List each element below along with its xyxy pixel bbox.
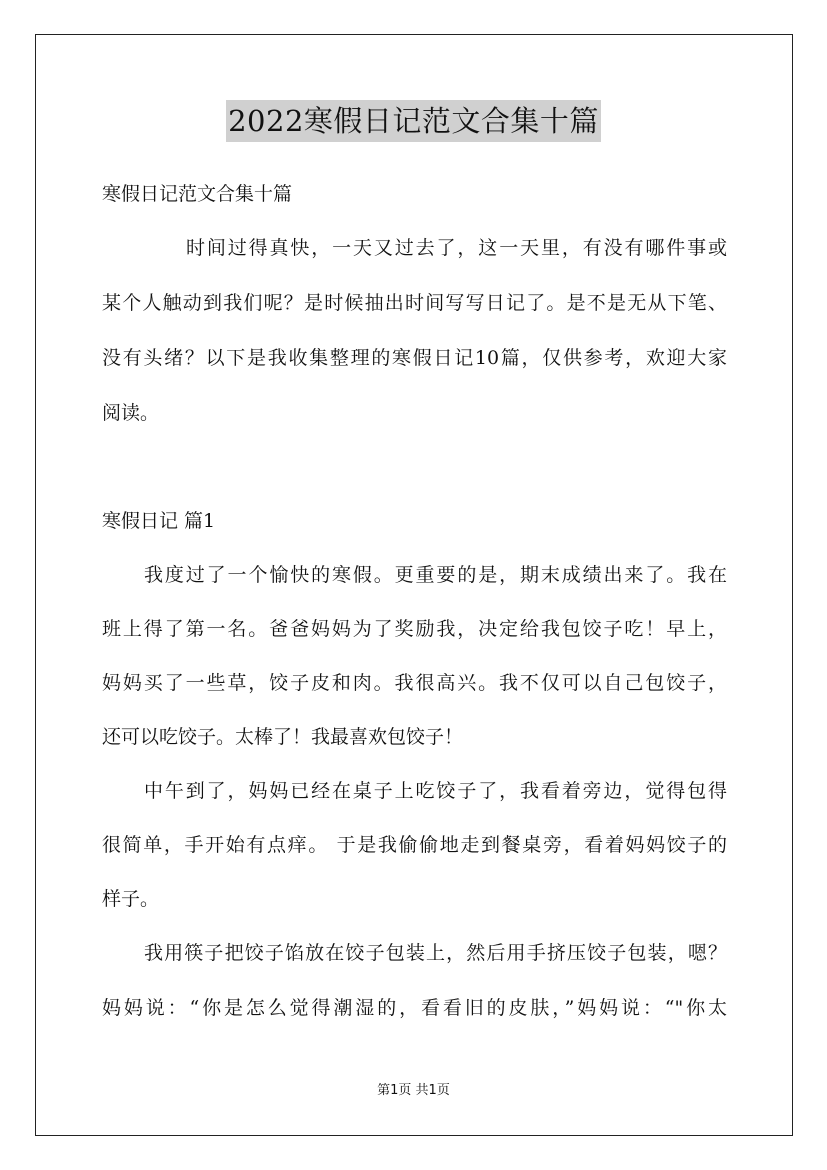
paragraph-line: 班上得了第一名。爸爸妈妈为了奖励我，决定给我包饺子吃！早上， (102, 618, 727, 640)
paragraph-line: 很简单，手开始有点痒。 于是我偷偷地走到餐桌旁，看着妈妈饺子的 (102, 834, 727, 856)
paragraph-line: 妈妈买了一些草，饺子皮和肉。我很高兴。我不仅可以自己包饺子， (102, 672, 727, 694)
paragraph-line: 中午到了，妈妈已经在桌子上吃饺子了，我看着旁边，觉得包得 (144, 780, 727, 802)
section-heading: 寒假日记 篇1 (102, 510, 216, 532)
title-wrap (0, 100, 827, 142)
document-subtitle: 寒假日记范文合集十篇 (102, 183, 293, 205)
intro-line: 没有头绪？以下是我收集整理的寒假日记10篇，仅供参考，欢迎大家 (102, 347, 727, 369)
intro-line: 阅读。 (102, 402, 160, 424)
document-title: 2022寒假日记范文合集十篇 (226, 100, 601, 142)
paragraph-line: 还可以吃饺子。太棒了！我最喜欢包饺子！ (102, 726, 464, 748)
paragraph-line: 妈妈说：“你是怎么觉得潮湿的，看看旧的皮肤，”妈妈说：“"你太 (102, 997, 727, 1019)
paragraph-line: 样子。 (102, 888, 160, 910)
page-footer: 第1页 共1页 (377, 1083, 450, 1098)
paragraph-line: 我用筷子把饺子馅放在饺子包装上，然后用手挤压饺子包装，嗯？ (144, 942, 727, 964)
intro-line: 时间过得真快，一天又过去了，这一天里，有没有哪件事或 (186, 237, 727, 259)
paragraph-line: 我度过了一个愉快的寒假。更重要的是，期末成绩出来了。我在 (144, 564, 727, 586)
intro-line: 某个人触动到我们呢？是时候抽出时间写写日记了。是不是无从下笔、 (102, 292, 727, 314)
